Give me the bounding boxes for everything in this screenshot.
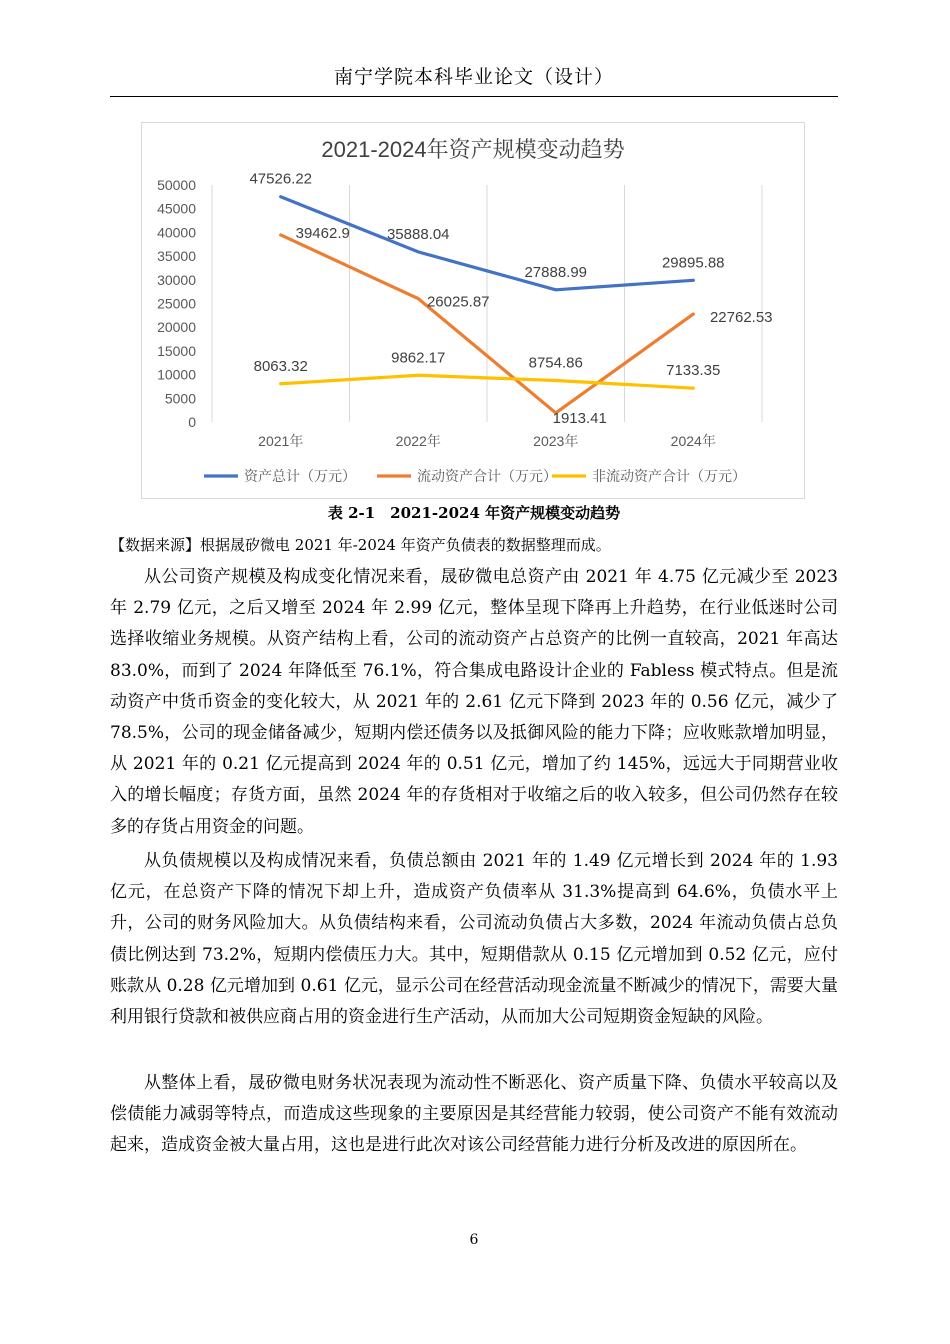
y-tick-label: 20000 <box>157 319 196 336</box>
legend-entry: 资产总计（万元） <box>244 468 356 484</box>
x-tick-label: 2023年 <box>533 433 579 449</box>
data-label: 7133.35 <box>666 362 721 380</box>
data-label: 39462.9 <box>295 224 350 242</box>
y-tick-label: 0 <box>188 414 196 430</box>
page-number: 6 <box>469 1232 479 1248</box>
chart-title: 2021-2024年资产规模变动趋势 <box>321 137 625 162</box>
data-label: 8063.32 <box>253 357 308 375</box>
chart-svg <box>142 123 804 498</box>
y-tick-label: 35000 <box>157 248 196 265</box>
figure-caption: 表 2-1 2021-2024 年资产规模变动趋势 <box>327 504 621 522</box>
x-tick-label: 2024年 <box>670 433 716 449</box>
x-tick-label: 2021年 <box>258 433 304 449</box>
page-header-title: 南宁学院本科毕业论文（设计） <box>333 66 614 88</box>
series-point-2 <box>279 233 282 236</box>
paragraph-assets: 从公司资产规模及构成变化情况来看，晟矽微电总资产由 2021 年 4.75 亿元减少至 2023 年 2.79 亿元，之后又增至 2024 年 2.99 亿元，整体呈现下降再上升趋势，在行业低迷时公司选择收缩业务规模。从资产结构上看，公司的流动资产占总资产的比例一直较高，2021 年高达 83.0%，而到了 2024 年降低至 76.1%，符合集成电路设计企业的 Fabless 模式特点。但是流动资产中货币资金的变化较大，从 2021 年的 2.61 亿元下降到 2023 年的 0.56 亿元，减少了 78.5%，公司的现金储备减少，短期内偿还债务以及抵御风险的能力下降；应收账款增加明显，从 2021 年的 0.21 亿元提高到 2024 年的 0.51 亿元，增加了约 145%，远远大于同期营业收入的增长幅度；存货方面，虽然 2024 年的存货相对于收缩之后的收入较多，但公司仍然存在较多的存货占用资金的问题。 <box>110 567 838 837</box>
y-tick-label: 50000 <box>157 177 196 193</box>
series-point-1 <box>692 279 695 282</box>
header-rule <box>110 96 838 97</box>
legend-entry: 流动资产合计（万元） <box>417 468 557 484</box>
series-point-2 <box>417 297 420 300</box>
series-point-2 <box>692 313 695 316</box>
data-label: 8754.86 <box>528 354 583 372</box>
y-tick-label: 25000 <box>157 295 196 312</box>
data-label: 47526.22 <box>249 170 313 188</box>
data-label: 9862.17 <box>391 349 446 367</box>
series-point-3 <box>554 379 557 382</box>
y-tick-label: 5000 <box>164 390 196 407</box>
y-tick-label: 15000 <box>157 342 196 359</box>
data-label: 27888.99 <box>524 263 588 281</box>
y-tick-label: 30000 <box>157 271 196 288</box>
series-point-3 <box>417 374 420 377</box>
paragraph-liabilities: 从负债规模以及构成情况来看，负债总额由 2021 年的 1.49 亿元增长到 2024 年的 1.93 亿元，在总资产下降的情况下却上升，造成资产负债率从 31.3%提高到 64.6%，负债水平上升，公司的财务风险加大。从负债结构来看，公司流动负债占大多数，2024 年流动负债占总负债比例达到 73.2%，短期内偿债压力大。其中，短期借款从 0.15 亿元增加到 0.52 亿元，应付账款从 0.28 亿元增加到 0.61 亿元，显示公司在经营活动现金流量不断减少的情况下，需要大量利用银行贷款和被供应商占用的资金进行生产活动，从而加大公司短期资金短缺的风险。 <box>110 851 838 1028</box>
y-tick-label: 40000 <box>157 224 196 241</box>
y-tick-label: 10000 <box>157 366 196 383</box>
series-point-1 <box>554 288 557 291</box>
data-label: 29895.88 <box>661 254 725 272</box>
series-point-1 <box>279 195 282 198</box>
series-point-1 <box>417 250 420 253</box>
x-tick-label: 2022年 <box>395 433 441 449</box>
data-label: 22762.53 <box>709 309 773 327</box>
series-point-3 <box>692 387 695 390</box>
paragraph-summary: 从整体上看，晟矽微电财务状况表现为流动性不断恶化、资产质量下降、负债水平较高以及偿债能力减弱等特点，而造成这些现象的主要原因是其经营能力较弱，使公司资产不能有效流动起来，造成资金被大量占用，这也是进行此次对该公司经营能力进行分析及改进的原因所在。 <box>110 1073 838 1156</box>
legend-entry: 非流动资产合计（万元） <box>592 468 746 484</box>
data-label: 1913.41 <box>552 409 607 427</box>
data-source-note: 【数据来源】根据晟矽微电 2021 年-2024 年资产负债表的数据整理而成。 <box>110 536 611 554</box>
data-label: 35888.04 <box>386 225 450 243</box>
line-chart <box>141 122 805 499</box>
y-tick-label: 45000 <box>157 200 196 217</box>
data-label: 26025.87 <box>426 293 490 311</box>
series-point-3 <box>279 382 282 385</box>
